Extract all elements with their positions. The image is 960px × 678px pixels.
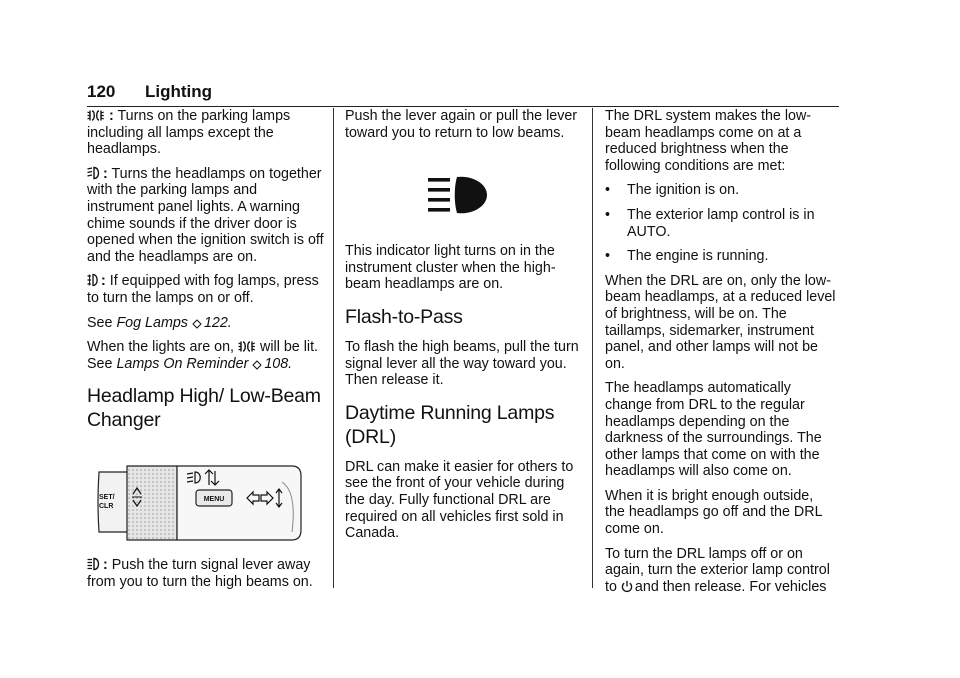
heading-flash-to-pass: Flash-to-Pass [345, 305, 463, 328]
bright-outside-paragraph: When it is bright enough outside, the headlamps go off and the DRL come on. [605, 487, 822, 538]
low-beam-return-paragraph: Push the lever again or pull the lever toward you to return to low beams. [345, 108, 578, 141]
high-beam-icon [87, 557, 101, 571]
lamps-on-reminder-link[interactable]: Lamps On Reminder [116, 355, 249, 372]
bullet: • [605, 182, 611, 199]
colon: : [103, 556, 108, 573]
column-divider [592, 108, 593, 588]
list-item [605, 182, 837, 199]
bullet: • [605, 248, 611, 265]
drl-toggle-text-a: To turn the DRL lamps off or on again, turn the exterior lamp control to [605, 545, 830, 595]
auto-change-paragraph: The headlamps automatically change from DRL to the regular headlamps depending on the darkness of the surroundings. The other lamps that come on with the headlamps will also come on. [605, 380, 822, 480]
high-beam-indicator-icon [427, 175, 491, 215]
power-off-icon [621, 580, 633, 593]
list-item [605, 248, 837, 265]
set-clr-label: SET/ [99, 494, 115, 502]
list-item [605, 207, 837, 240]
headlamps-text: Turns the headlamps on together with the parking lamps and instrument panel lights. A warning chime sounds if the driver door is opened when the ignition switch is off and the headlamps are on. [87, 165, 324, 265]
colon: : [109, 108, 114, 124]
high-beam-paragraph [87, 557, 325, 590]
fog-lamps-text: If equipped with fog lamps, press to turn the lamps on or off. [87, 273, 319, 306]
parking-lamps-text: Turns on the parking lamps including all lamps except the headlamps. [87, 108, 291, 158]
bullet-text: The engine is running. [627, 248, 769, 265]
colon: : [101, 273, 106, 290]
page-header [87, 82, 839, 107]
column-1 [87, 108, 325, 598]
column-3 [605, 108, 837, 603]
lamps-on-text-a: When the lights are on, [87, 339, 235, 356]
see-fog-lamps [87, 315, 325, 332]
indicator-light-paragraph: This indicator light turns on in the instrument cluster when the high-beam headlamps are on. [345, 243, 556, 293]
menu-label: MENU [203, 496, 225, 504]
fog-lamp-icon [87, 273, 99, 287]
fog-lamps-link[interactable]: Fog Lamps [116, 314, 188, 331]
drl-toggle-paragraph [605, 546, 837, 596]
bullet-text: The ignition is on. [627, 182, 740, 199]
drl-intro-paragraph: DRL can make it easier for others to see the front of your vehicle during the day. Fully functional DRL are required on all vehicles first sold in Canada. [345, 458, 574, 542]
high-beam-text: Push the turn signal lever away from you to turn the high beams on. [87, 556, 313, 590]
drl-system-paragraph: The DRL system makes the low-beam headlamps come on at a reduced brightness when the following conditions are met: [605, 108, 812, 174]
column-2 [345, 108, 583, 550]
low-beam-headlamp-icon [87, 166, 101, 180]
page-reference-icon [252, 360, 262, 370]
section-title: Lighting [145, 82, 213, 101]
see-label: See [87, 314, 113, 331]
drl-toggle-text-b: and then release. For vehicles [634, 578, 827, 595]
heading-drl: Daytime Running Lamps (DRL) [345, 401, 555, 448]
svg-text:CLR: CLR [99, 503, 114, 511]
headlamps-paragraph [87, 166, 325, 266]
bullet: • [605, 206, 611, 223]
parking-lamp-icon [238, 340, 258, 353]
lamps-on-text-b: will be lit. See [87, 339, 319, 372]
column-divider [333, 108, 334, 588]
drl-on-paragraph: When the DRL are on, only the low-beam headlamps, at a reduced level of brightness, will be on. The taillamps, sidemarker, instrument panel, and other lamps will not be on. [605, 272, 836, 372]
bullet-text: The exterior lamp control is in AUTO. [627, 206, 815, 240]
fog-lamps-paragraph [87, 273, 325, 306]
fog-lamps-page[interactable]: 122. [203, 314, 232, 331]
parking-lamp-icon [87, 109, 107, 122]
flash-to-pass-paragraph: To flash the high beams, pull the turn signal lever all the way toward you. Then release it. [345, 338, 579, 389]
lamps-on-paragraph [87, 339, 325, 372]
page-number: 120 [87, 82, 116, 101]
parking-lamps-paragraph [87, 108, 325, 158]
colon: : [103, 165, 108, 182]
turn-signal-stalk-illustration [87, 452, 307, 548]
heading-headlamp-changer: Headlamp High/ Low-Beam Changer [87, 385, 321, 432]
page-reference-icon [192, 319, 202, 329]
lamps-on-reminder-page[interactable]: 108. [264, 355, 293, 372]
